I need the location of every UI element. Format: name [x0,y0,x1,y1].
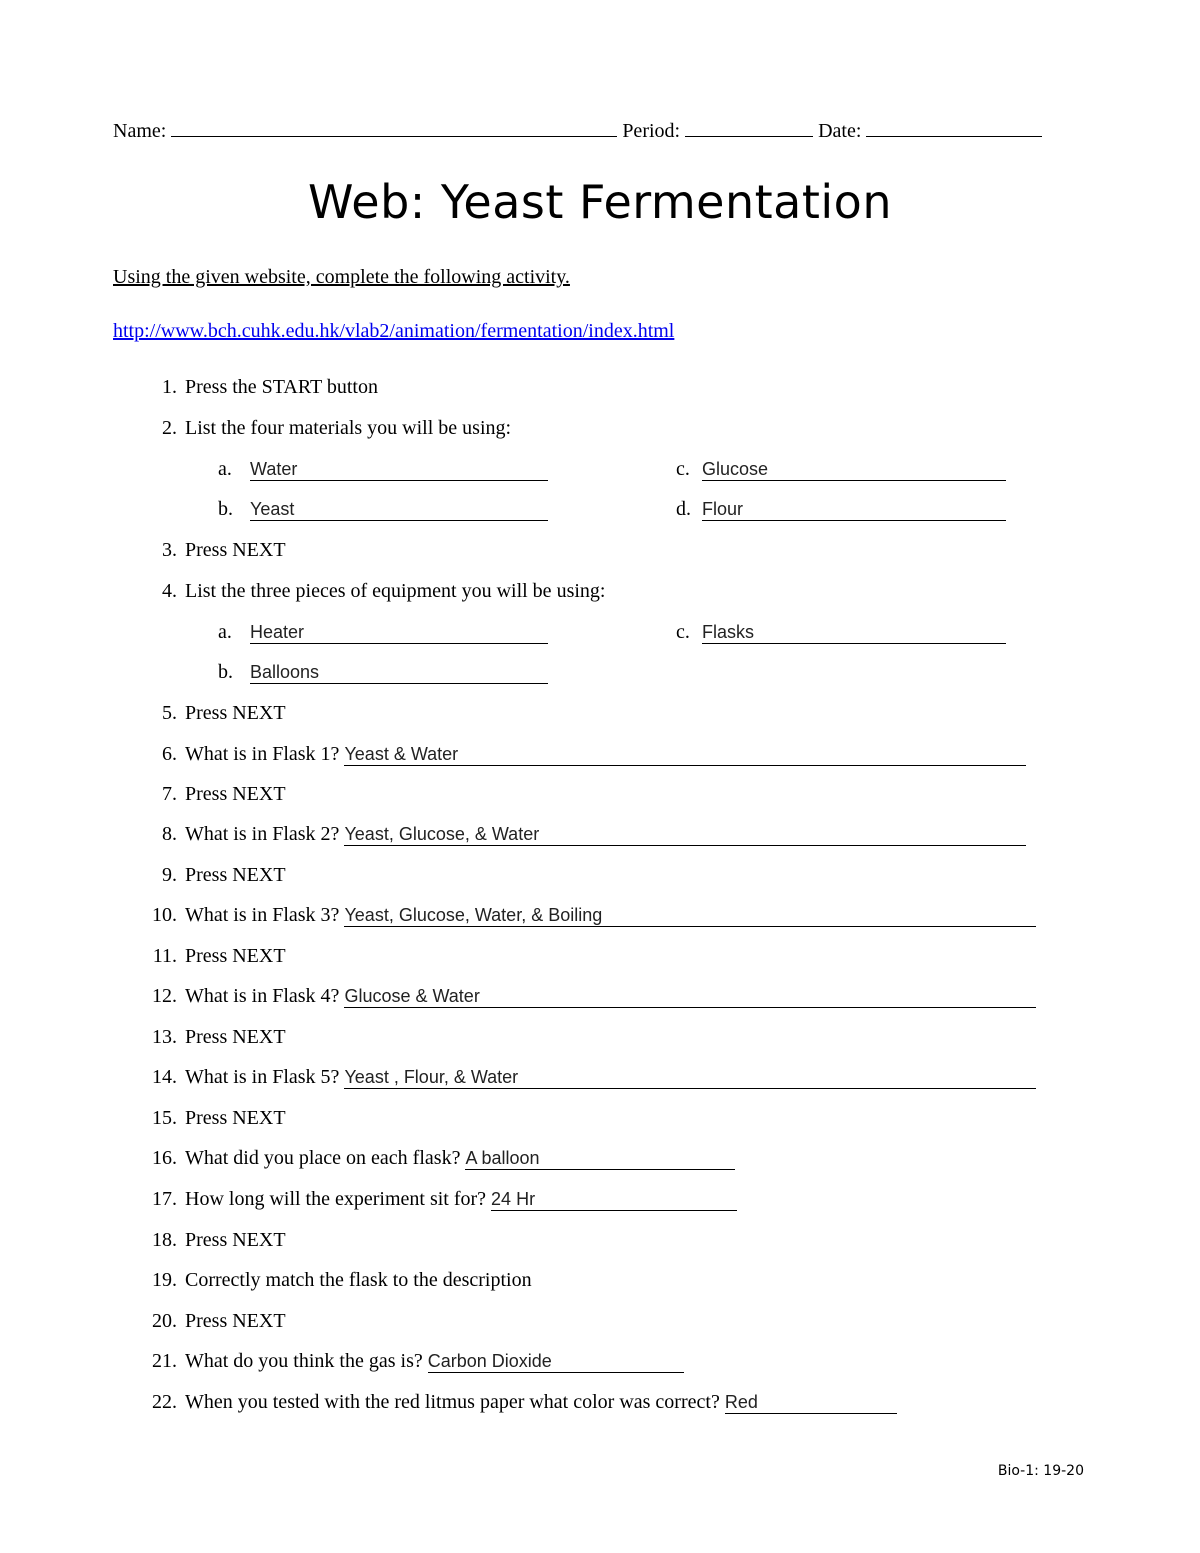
list-item: 21. What do you think the gas is? Carbon Dioxide [140,1350,684,1373]
list-item: 5. Press NEXT [162,702,286,724]
list-item: 17. How long will the experiment sit for? 24 Hr [140,1188,737,1211]
list-item: 19. Correctly match the flask to the description [152,1269,532,1291]
list-item: 7. Press NEXT [162,783,286,805]
period-label: Period: [622,120,681,142]
website-link[interactable]: http://www.bch.cuhk.edu.hk/vlab2/animation/fermentation/index.html [113,320,675,342]
flask4-field[interactable]: Glucose & Water [344,985,1036,1008]
material-d-field[interactable]: Flour [702,498,1006,521]
list-item: 6. What is in Flask 1? Yeast & Water [140,743,1026,766]
list-item: 10. What is in Flask 3? Yeast, Glucose, Water, & Boiling [140,904,1036,927]
list-item: 14. What is in Flask 5? Yeast , Flour, & Water [140,1066,1036,1089]
name-label: Name: [113,120,167,142]
list-item: 18. Press NEXT [152,1229,286,1251]
date-label: Date: [818,120,862,142]
material-c: c. Glucose [676,458,1006,481]
date-field[interactable] [866,116,1042,137]
equipment-b: b. Balloons [218,661,548,684]
gas-field[interactable]: Carbon Dioxide [428,1350,684,1373]
flask3-field[interactable]: Yeast, Glucose, Water, & Boiling [344,904,1036,927]
header-line [113,116,1042,143]
list-item: 2. List the four materials you will be using: [162,417,512,439]
list-item: 20. Press NEXT [152,1310,286,1332]
material-d: d. Flour [676,498,1006,521]
instruction-text: Using the given website, complete the following activity. [113,266,570,288]
list-item: 22. When you tested with the red litmus paper what color was correct? Red [140,1391,897,1414]
footer-label: Bio-1: 19-20 [997,1463,1084,1479]
equipment-c-field[interactable]: Flasks [702,621,1006,644]
material-b: b. Yeast [218,498,548,521]
equipment-b-field[interactable]: Balloons [250,661,548,684]
material-a-field[interactable]: Water [250,458,548,481]
material-a: a. Water [218,458,548,481]
list-item: 11. Press NEXT [152,945,286,967]
list-item: 8. What is in Flask 2? Yeast, Glucose, & Water [140,823,1026,846]
litmus-color-field[interactable]: Red [725,1391,897,1414]
list-item: 3. Press NEXT [162,539,286,561]
list-item: 9. Press NEXT [162,864,286,886]
period-field[interactable] [685,116,813,137]
flask-cover-field[interactable]: A balloon [465,1147,735,1170]
name-field[interactable] [171,116,617,137]
page-title: Web: Yeast Fermentation [308,175,892,229]
equipment-a-field[interactable]: Heater [250,621,548,644]
equipment-a: a. Heater [218,621,548,644]
list-item: 1. Press the START button [162,376,378,398]
list-item: 16. What did you place on each flask? A balloon [140,1147,735,1170]
material-c-field[interactable]: Glucose [702,458,1006,481]
list-item: 4. List the three pieces of equipment you will be using: [162,580,606,602]
flask2-field[interactable]: Yeast, Glucose, & Water [344,823,1026,846]
list-item: 12. What is in Flask 4? Glucose & Water [140,985,1036,1008]
list-item: 13. Press NEXT [152,1026,286,1048]
duration-field[interactable]: 24 Hr [491,1188,737,1211]
list-item: 15. Press NEXT [152,1107,286,1129]
flask5-field[interactable]: Yeast , Flour, & Water [344,1066,1036,1089]
equipment-c: c. Flasks [676,621,1006,644]
flask1-field[interactable]: Yeast & Water [344,743,1026,766]
material-b-field[interactable]: Yeast [250,498,548,521]
